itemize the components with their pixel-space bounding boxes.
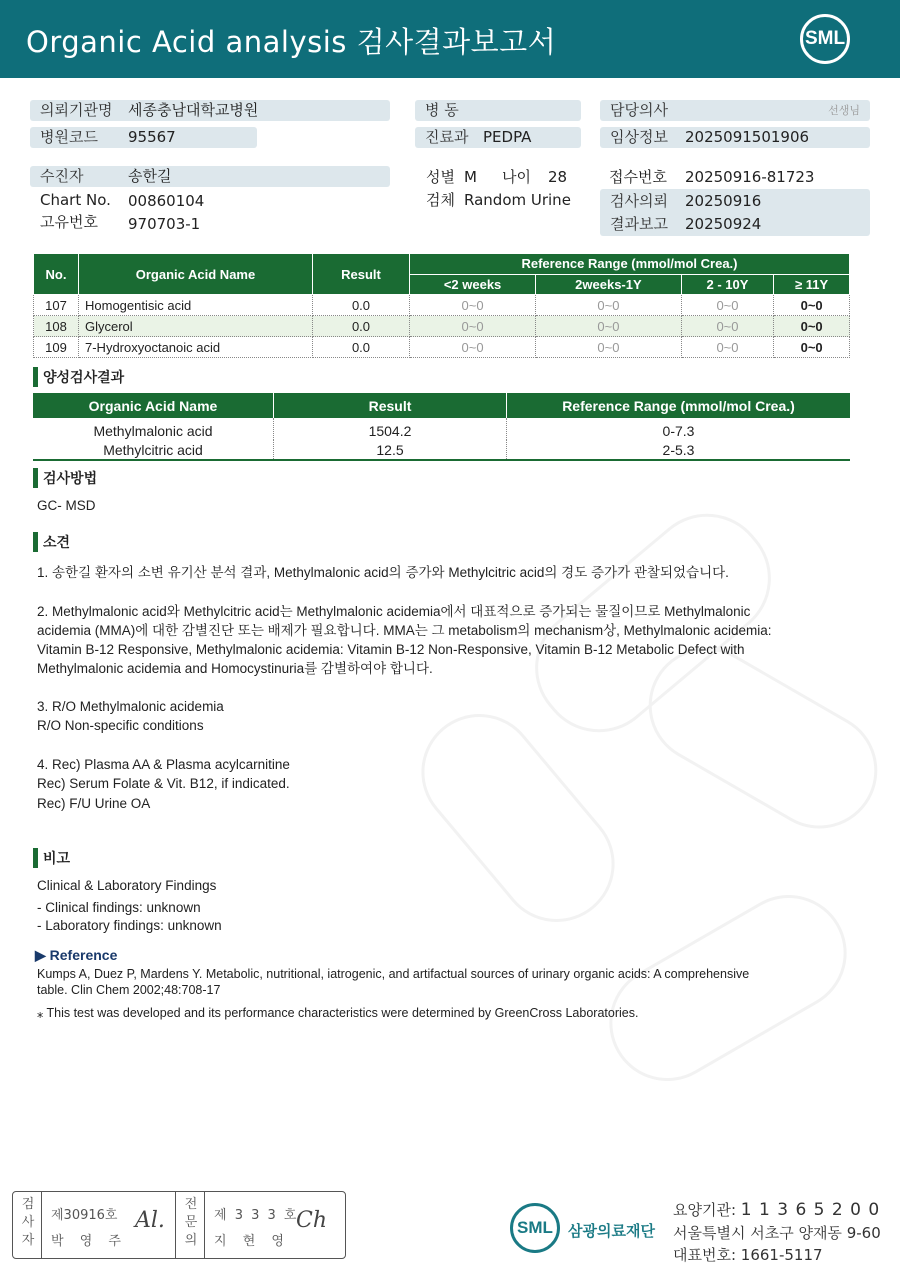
finding-4-line-3: Rec) F/U Urine OA xyxy=(37,796,151,811)
signature-box xyxy=(12,1191,346,1259)
lab-note: ⁎ This test was developed and its performance characteristics were determined by GreenCross Laboratories. xyxy=(37,1006,639,1020)
table-row: 108 Glycerol 0.0 0~0 0~0 0~0 0~0 xyxy=(34,316,850,337)
field-doctor: 담당의사 선생님 xyxy=(600,100,870,121)
finding-1: 1. 송한길 환자의 소변 유기산 분석 결과, Methylmalonic acid의 증가와 Methylcitric acid의 경도 증가가 관찰되었습니다. xyxy=(37,565,729,580)
pos-col-result: Result xyxy=(274,393,507,418)
specialist-name: 지 현 영 xyxy=(214,1234,290,1249)
examiner-signature: Al. xyxy=(135,1208,165,1233)
col-ge11y: ≥ 11Y xyxy=(774,274,850,295)
reference-title: ▶ Reference xyxy=(35,947,118,963)
examiner-label: 검 사 자 xyxy=(21,1197,35,1248)
footer-phone: 대표번호: 1661-5117 xyxy=(673,1246,823,1264)
col-reference: Reference Range (mmol/mol Crea.) xyxy=(410,254,850,275)
unique-no-label: 고유번호 xyxy=(40,213,98,231)
divider xyxy=(204,1192,205,1258)
field-institution: 의뢰기관명 세종충남대학교병원 xyxy=(30,100,390,121)
specialist-signature: Ch xyxy=(296,1208,328,1233)
sex-label: 성별 xyxy=(426,168,455,186)
divider xyxy=(175,1192,176,1258)
examiner-name: 박 영 주 xyxy=(51,1234,127,1249)
col-lt2w: <2 weeks xyxy=(410,274,536,295)
specimen-value: Random Urine xyxy=(464,191,571,209)
col-name: Organic Acid Name xyxy=(79,254,313,295)
receipt-value: 20250916-81723 xyxy=(685,168,815,186)
specimen-label: 검체 xyxy=(426,191,455,209)
col-no: No. xyxy=(34,254,79,295)
reference-line-1: Kumps A, Duez P, Mardens Y. Metabolic, nutritional, iatrogenic, and artifactual sources of urinary organic acids: A comprehensive xyxy=(37,967,750,981)
finding-4-line-1: 4. Rec) Plasma AA & Plasma acylcarnitine xyxy=(37,757,290,772)
report-header xyxy=(0,0,900,78)
organic-acid-table xyxy=(33,253,850,358)
specialist-license: 제 3 3 3 호 xyxy=(214,1208,299,1223)
finding-3-line-2: R/O Non-specific conditions xyxy=(37,718,204,733)
pos-col-name: Organic Acid Name xyxy=(33,393,274,418)
table-row: 109 7-Hydroxyoctanoic acid 0.0 0~0 0~0 0~0 0~0 xyxy=(34,337,850,358)
col-result: Result xyxy=(313,254,410,295)
remarks-line-3: - Laboratory findings: unknown xyxy=(37,918,222,933)
positive-section-title: 양성검사결과 xyxy=(33,367,124,387)
receipt-label: 접수번호 xyxy=(609,168,667,186)
table-row: Methylmalonic acid 1504.2 0-7.3 xyxy=(33,418,850,440)
finding-3-line-1: 3. R/O Methylmalonic acidemia xyxy=(37,699,224,714)
remarks-section-title: 비고 xyxy=(33,848,70,868)
positive-results-table xyxy=(33,393,850,461)
footer-org-name: 삼광의료재단 xyxy=(568,1222,655,1240)
remarks-line-1: Clinical & Laboratory Findings xyxy=(37,878,217,893)
table-row: 107 Homogentisic acid 0.0 0~0 0~0 0~0 0~0 xyxy=(34,295,850,316)
field-department: 진료과 PEDPA xyxy=(415,127,581,148)
specialist-label: 전 문 의 xyxy=(184,1197,198,1248)
report-title: Organic Acid analysis 검사결과보고서 xyxy=(26,25,557,59)
findings-section-title: 소견 xyxy=(33,532,70,552)
method-value: GC- MSD xyxy=(37,498,96,513)
field-clinical: 임상정보 2025091501906 xyxy=(600,127,870,148)
field-patient: 수진자 송한길 xyxy=(30,166,390,187)
age-label: 나이 xyxy=(502,168,531,186)
finding-4-line-2: Rec) Serum Folate & Vit. B12, if indicated. xyxy=(37,776,290,791)
watermark-shape xyxy=(588,874,868,1102)
chart-no-value: 00860104 xyxy=(128,192,205,210)
table-row: Methylcitric acid 12.5 2-5.3 xyxy=(33,440,850,460)
footer-address: 서울특별시 서초구 양재동 9-60 xyxy=(673,1224,881,1242)
field-dates: 검사의뢰 20250916 결과보고 20250924 xyxy=(600,189,870,236)
col-2w1y: 2weeks-1Y xyxy=(536,274,682,295)
finding-2-line-4: Methylmalonic acidemia and Homocystinuria를 감별하여야 합니다. xyxy=(37,661,433,676)
finding-2-line-1: 2. Methylmalonic acid와 Methylcitric acid는 Methylmalonic acidemia에서 대표적으로 증가되는 물질이므로 Methylmalonic xyxy=(37,604,751,619)
pos-col-reference: Reference Range (mmol/mol Crea.) xyxy=(507,393,851,418)
footer-sml-logo: SML xyxy=(510,1203,560,1253)
field-ward: 병 동 xyxy=(415,100,581,121)
divider xyxy=(41,1192,42,1258)
footer-code: 요양기관: 1 1 3 6 5 2 0 0 xyxy=(673,1200,881,1220)
remarks-line-2: - Clinical findings: unknown xyxy=(37,900,201,915)
reference-line-2: table. Clin Chem 2002;48:708-17 xyxy=(37,983,221,997)
examiner-license: 제30916호 xyxy=(51,1208,118,1223)
finding-2-line-3: Vitamin B-12 Responsive, Methylmalonic acidemia: Vitamin B-12 Non-Responsive, Vitamin B-12 Metabolic Defect with xyxy=(37,642,745,657)
finding-2-line-2: acidemia (MMA)에 대한 감별진단 또는 배제가 필요합니다. MMA는 그 metabolism의 mechanism상, Methylmalonic acidemia: xyxy=(37,623,772,638)
chart-no-label: Chart No. xyxy=(40,191,111,209)
age-value: 28 xyxy=(548,168,568,186)
method-section-title: 검사방법 xyxy=(33,468,97,488)
field-hospital-code: 병원코드 95567 xyxy=(30,127,257,148)
col-2-10y: 2 - 10Y xyxy=(681,274,774,295)
sex-value: M xyxy=(464,168,477,186)
sml-logo: SML xyxy=(800,14,850,64)
unique-no-value: 970703-1 xyxy=(128,215,201,233)
